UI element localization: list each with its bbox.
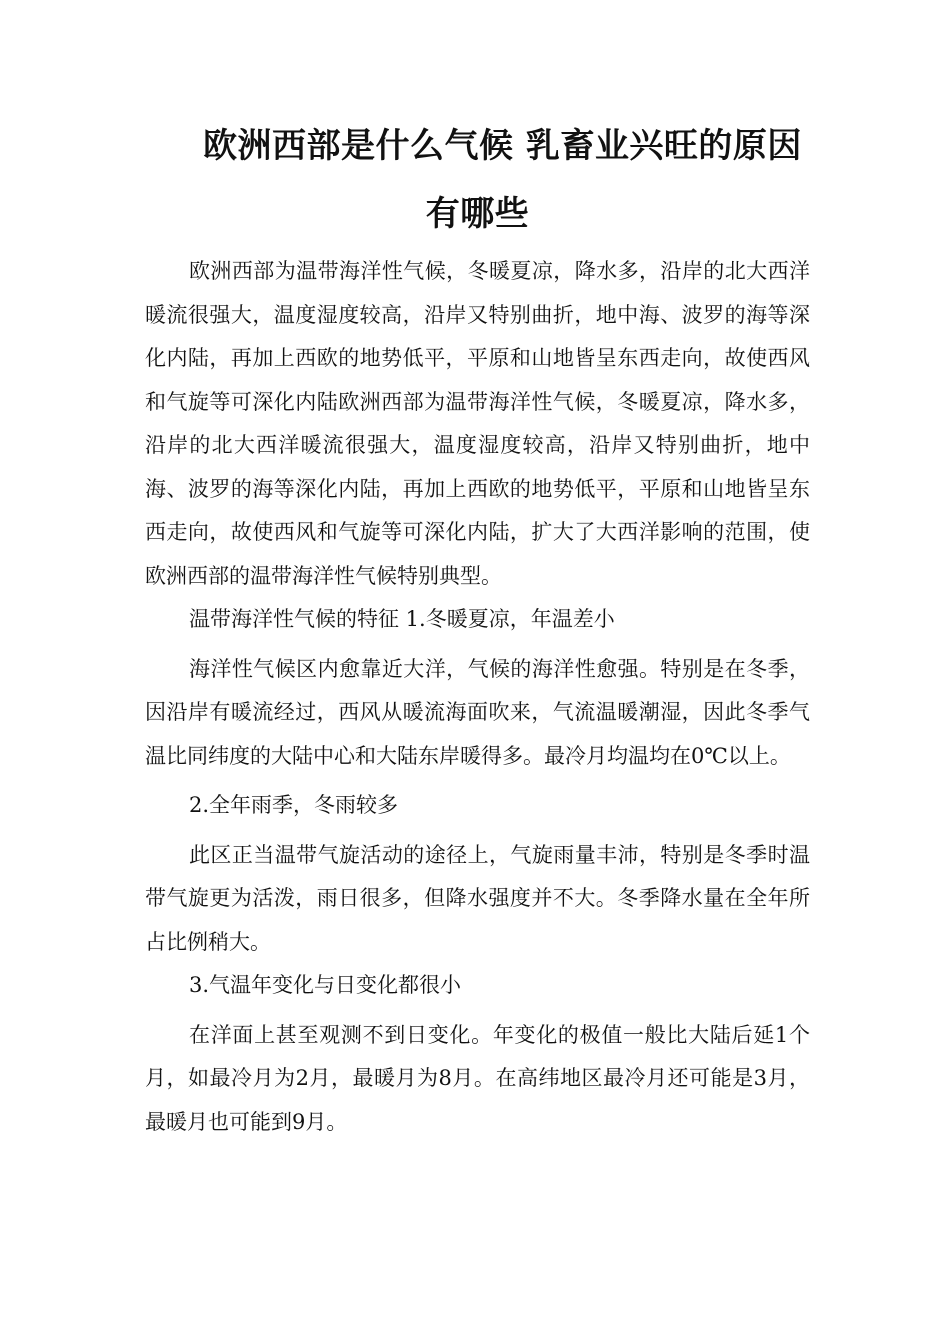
document-title [145, 112, 810, 248]
paragraph-rain: 此区正当温带气旋活动的途径上，气旋雨量丰沛，特别是冬季时温带气旋更为活泼，雨日很多，但降水强度并不大。冬季降水量在全年所占比例稍大。 [145, 842, 810, 954]
section-heading-3: 3.气温年变化与日变化都很小 [189, 973, 462, 997]
title-line-2: 有哪些 [425, 194, 530, 234]
section-heading-2: 2.全年雨季，冬雨较多 [189, 793, 399, 817]
section-heading-1: 温带海洋性气候的特征 1.冬暖夏凉，年温差小 [189, 607, 615, 631]
paragraph-winter-warm: 海洋性气候区内愈靠近大洋，气候的海洋性愈强。特别是在冬季，因沿岸有暖流经过，西风从暖流海面吹来，气流温暖潮湿，因此冬季气温比同纬度的大陆中心和大陆东岸暖得多。最冷月均温均在0℃以上。 [145, 656, 810, 768]
paragraph-temperature: 在洋面上甚至观测不到日变化。年变化的极值一般比大陆后延1个月，如最冷月为2月，最暖月为8月。在高纬地区最冷月还可能是3月，最暖月也可能到9月。 [145, 1022, 810, 1134]
title-line-1: 欧洲西部是什么气候 乳畜业兴旺的原因 [203, 126, 802, 166]
paragraph-intro: 欧洲西部为温带海洋性气候，冬暖夏凉，降水多，沿岸的北大西洋暖流很强大，温度湿度较高，沿岸又特别曲折，地中海、波罗的海等深化内陆，再加上西欧的地势低平，平原和山地皆呈东西走向，故使西风和气旋等可深化内陆欧洲西部为温带海洋性气候，冬暖夏凉，降水多，沿岸的北大西洋暖流很强大，温度湿度较高，沿岸又特别曲折，地中海、波罗的海等深化内陆，再加上西欧的地势低平，平原和山地皆呈东西走向，故使西风和气旋等可深化内陆，扩大了大西洋影响的范围，使欧洲西部的温带海洋性气候特别典型。 [145, 259, 810, 588]
document-body [145, 250, 810, 1144]
